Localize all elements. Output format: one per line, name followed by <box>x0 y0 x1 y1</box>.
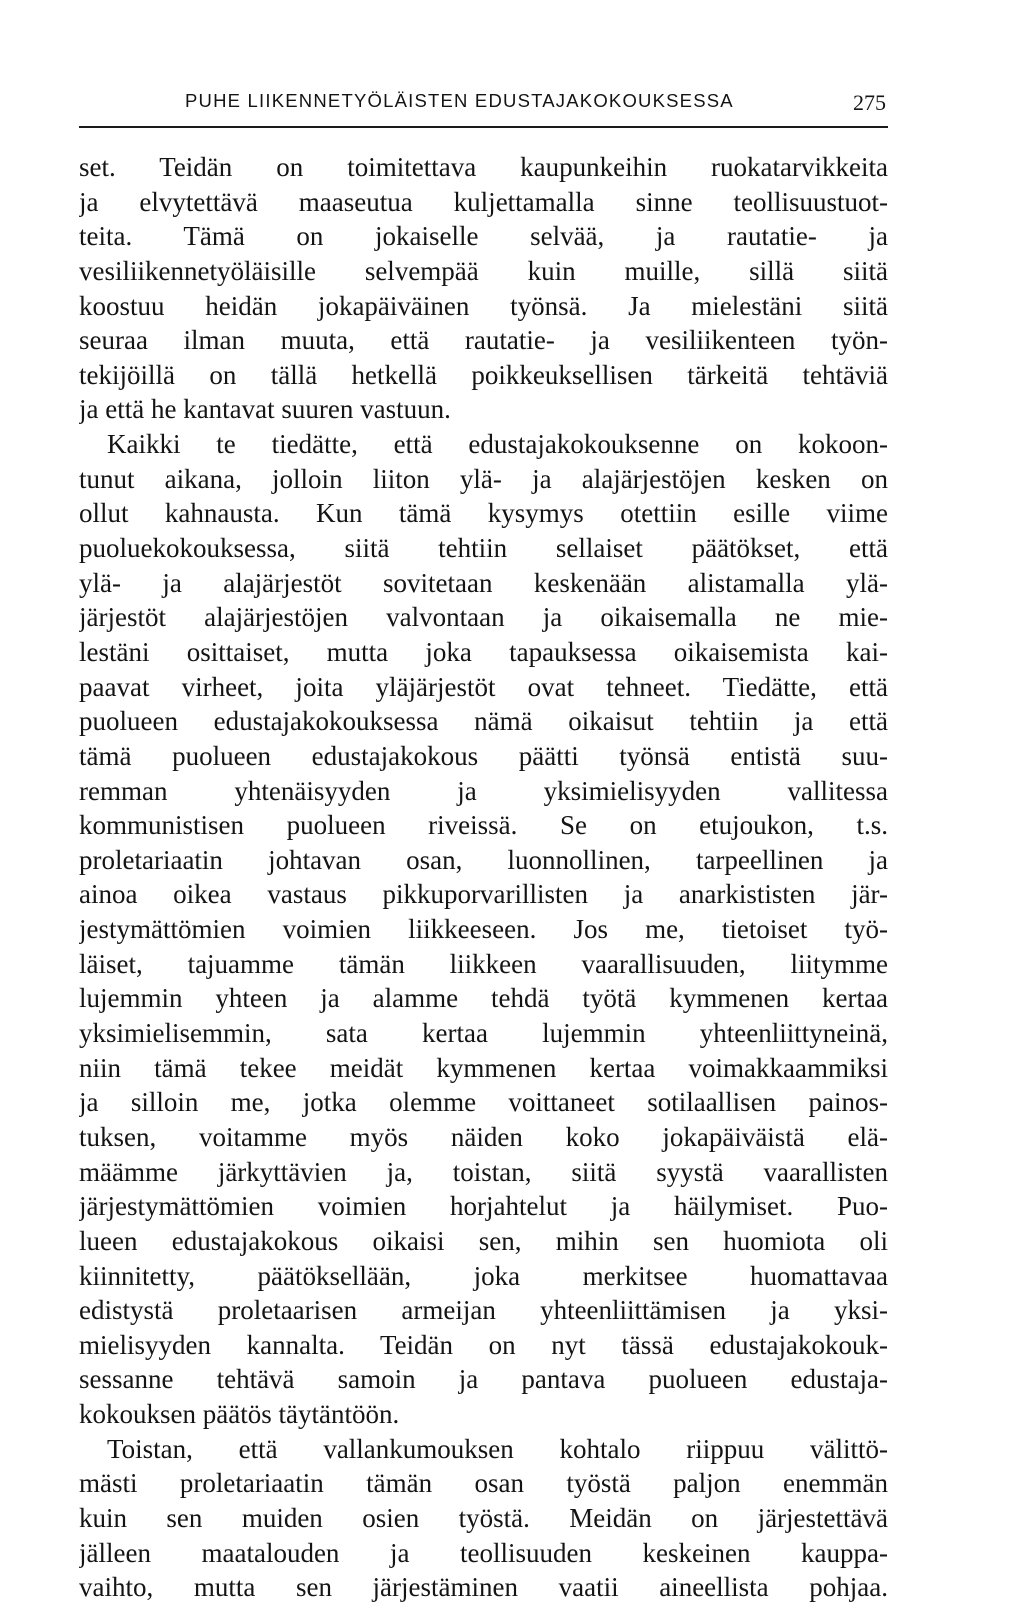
text-line: järjestymättömien voimien horjahtelut ja häilymiset. Puo- <box>79 1191 888 1222</box>
text-line: paavat virheet, joita yläjärjestöt ovat tehneet. Tiedätte, että <box>79 671 888 702</box>
text-line: kiinnitetty, päätöksellään, joka merkitsee huomattavaa <box>79 1260 888 1291</box>
text-line: ja että he kantavat suuren vastuun. <box>79 394 451 425</box>
text-line: lueen edustajakokous oikaisi sen, mihin sen huomiota oli <box>79 1225 888 1256</box>
text-line: puolueen edustajakokouksessa nämä oikaisut tehtiin ja että <box>79 706 888 737</box>
text-line: kuin sen muiden osien työstä. Meidän on järjestettävä <box>79 1502 888 1533</box>
text-line: teita. Tämä on jokaiselle selvää, ja rautatie- ja <box>79 221 888 252</box>
header-rule <box>79 126 888 128</box>
text-line: ollut kahnausta. Kun tämä kysymys otettiin esille viime <box>79 498 888 529</box>
text-line: ylä- ja alajärjestöt sovitetaan keskenään alistamalla ylä- <box>79 567 888 598</box>
text-line: remman yhtenäisyyden ja yksimielisyyden vallitessa <box>79 775 888 806</box>
text-line: ainoa oikea vastaus pikkuporvarillisten ja anarkististen jär- <box>79 879 888 910</box>
text-line: kommunistisen puolueen riveissä. Se on etujoukon, t.s. <box>79 810 888 841</box>
text-line: puoluekokouksessa, siitä tehtiin sellaiset päätökset, että <box>79 533 888 564</box>
text-line: järjestöt alajärjestöjen valvontaan ja oikaisemalla ne mie- <box>79 602 888 633</box>
text-line: tekijöillä on tällä hetkellä poikkeuksellisen tärkeitä tehtäviä <box>79 359 888 390</box>
running-title: PUHE LIIKENNETYÖLÄISTEN EDUSTAJAKOKOUKSESSA <box>185 90 734 111</box>
text-line: yksimielisemmin, sata kertaa lujemmin yhteenliittyneinä, <box>79 1018 888 1049</box>
running-header <box>79 88 888 120</box>
text-line: set. Teidän on toimitettava kaupunkeihin ruokatarvikkeita <box>79 152 888 182</box>
text-line: kokouksen päätös täytäntöön. <box>79 1399 400 1430</box>
page-number: 275 <box>853 90 886 115</box>
text-line: vesiliikennetyöläisille selvempää kuin muille, sillä siitä <box>79 255 888 286</box>
text-line: mielisyyden kannalta. Teidän on nyt tässä edustajakokouk- <box>79 1329 888 1360</box>
text-line: edistystä proletaarisen armeijan yhteenliittämisen ja yksi- <box>79 1295 888 1326</box>
text-line: proletariaatin johtavan osan, luonnollinen, tarpeellinen ja <box>79 844 888 875</box>
text-line: Kaikki te tiedätte, että edustajakokouksenne on kokoon- <box>107 429 888 460</box>
text-line: lestäni osittaiset, mutta joka tapauksessa oikaisemista kai- <box>79 636 888 667</box>
text-line: lujemmin yhteen ja alamme tehdä työtä kymmenen kertaa <box>79 983 888 1014</box>
text-line: seuraa ilman muuta, että rautatie- ja vesiliikenteen työn- <box>79 325 888 356</box>
text-line: koostuu heidän jokapäiväinen työnsä. Ja mielestäni siitä <box>79 290 888 321</box>
text-line: tuksen, voitamme myös näiden koko jokapäiväistä elä- <box>79 1121 888 1152</box>
text-line: jälleen maatalouden ja teollisuuden keskeinen kauppa- <box>79 1537 888 1568</box>
text-line: vaihto, mutta sen järjestäminen vaatii aineellista pohjaa. <box>79 1572 888 1603</box>
body-text <box>79 150 888 1605</box>
text-line: ja silloin me, jotka olemme voittaneet sotilaallisen painos- <box>79 1087 888 1118</box>
text-line: ja elvytettävä maaseutua kuljettamalla sinne teollisuustuot- <box>79 186 888 217</box>
text-line: määmme järkyttävien ja, toistan, siitä syystä vaarallisten <box>79 1156 888 1187</box>
text-line: sessanne tehtävä samoin ja pantava puolueen edustaja- <box>79 1364 888 1395</box>
text-line: tunut aikana, jolloin liiton ylä- ja alajärjestöjen kesken on <box>79 463 888 494</box>
text-line: mästi proletariaatin tämän osan työstä paljon enemmän <box>79 1468 888 1499</box>
text-line: läiset, tajuamme tämän liikkeen vaarallisuuden, liitymme <box>79 948 888 979</box>
text-line: niin tämä tekee meidät kymmenen kertaa voimakkaammiksi <box>79 1052 888 1083</box>
text-line: jestymättömien voimien liikkeeseen. Jos me, tietoiset työ- <box>79 914 888 945</box>
text-line: tämä puolueen edustajakokous päätti työnsä entistä suu- <box>79 740 888 771</box>
text-line: Toistan, että vallankumouksen kohtalo riippuu välittö- <box>107 1433 888 1464</box>
